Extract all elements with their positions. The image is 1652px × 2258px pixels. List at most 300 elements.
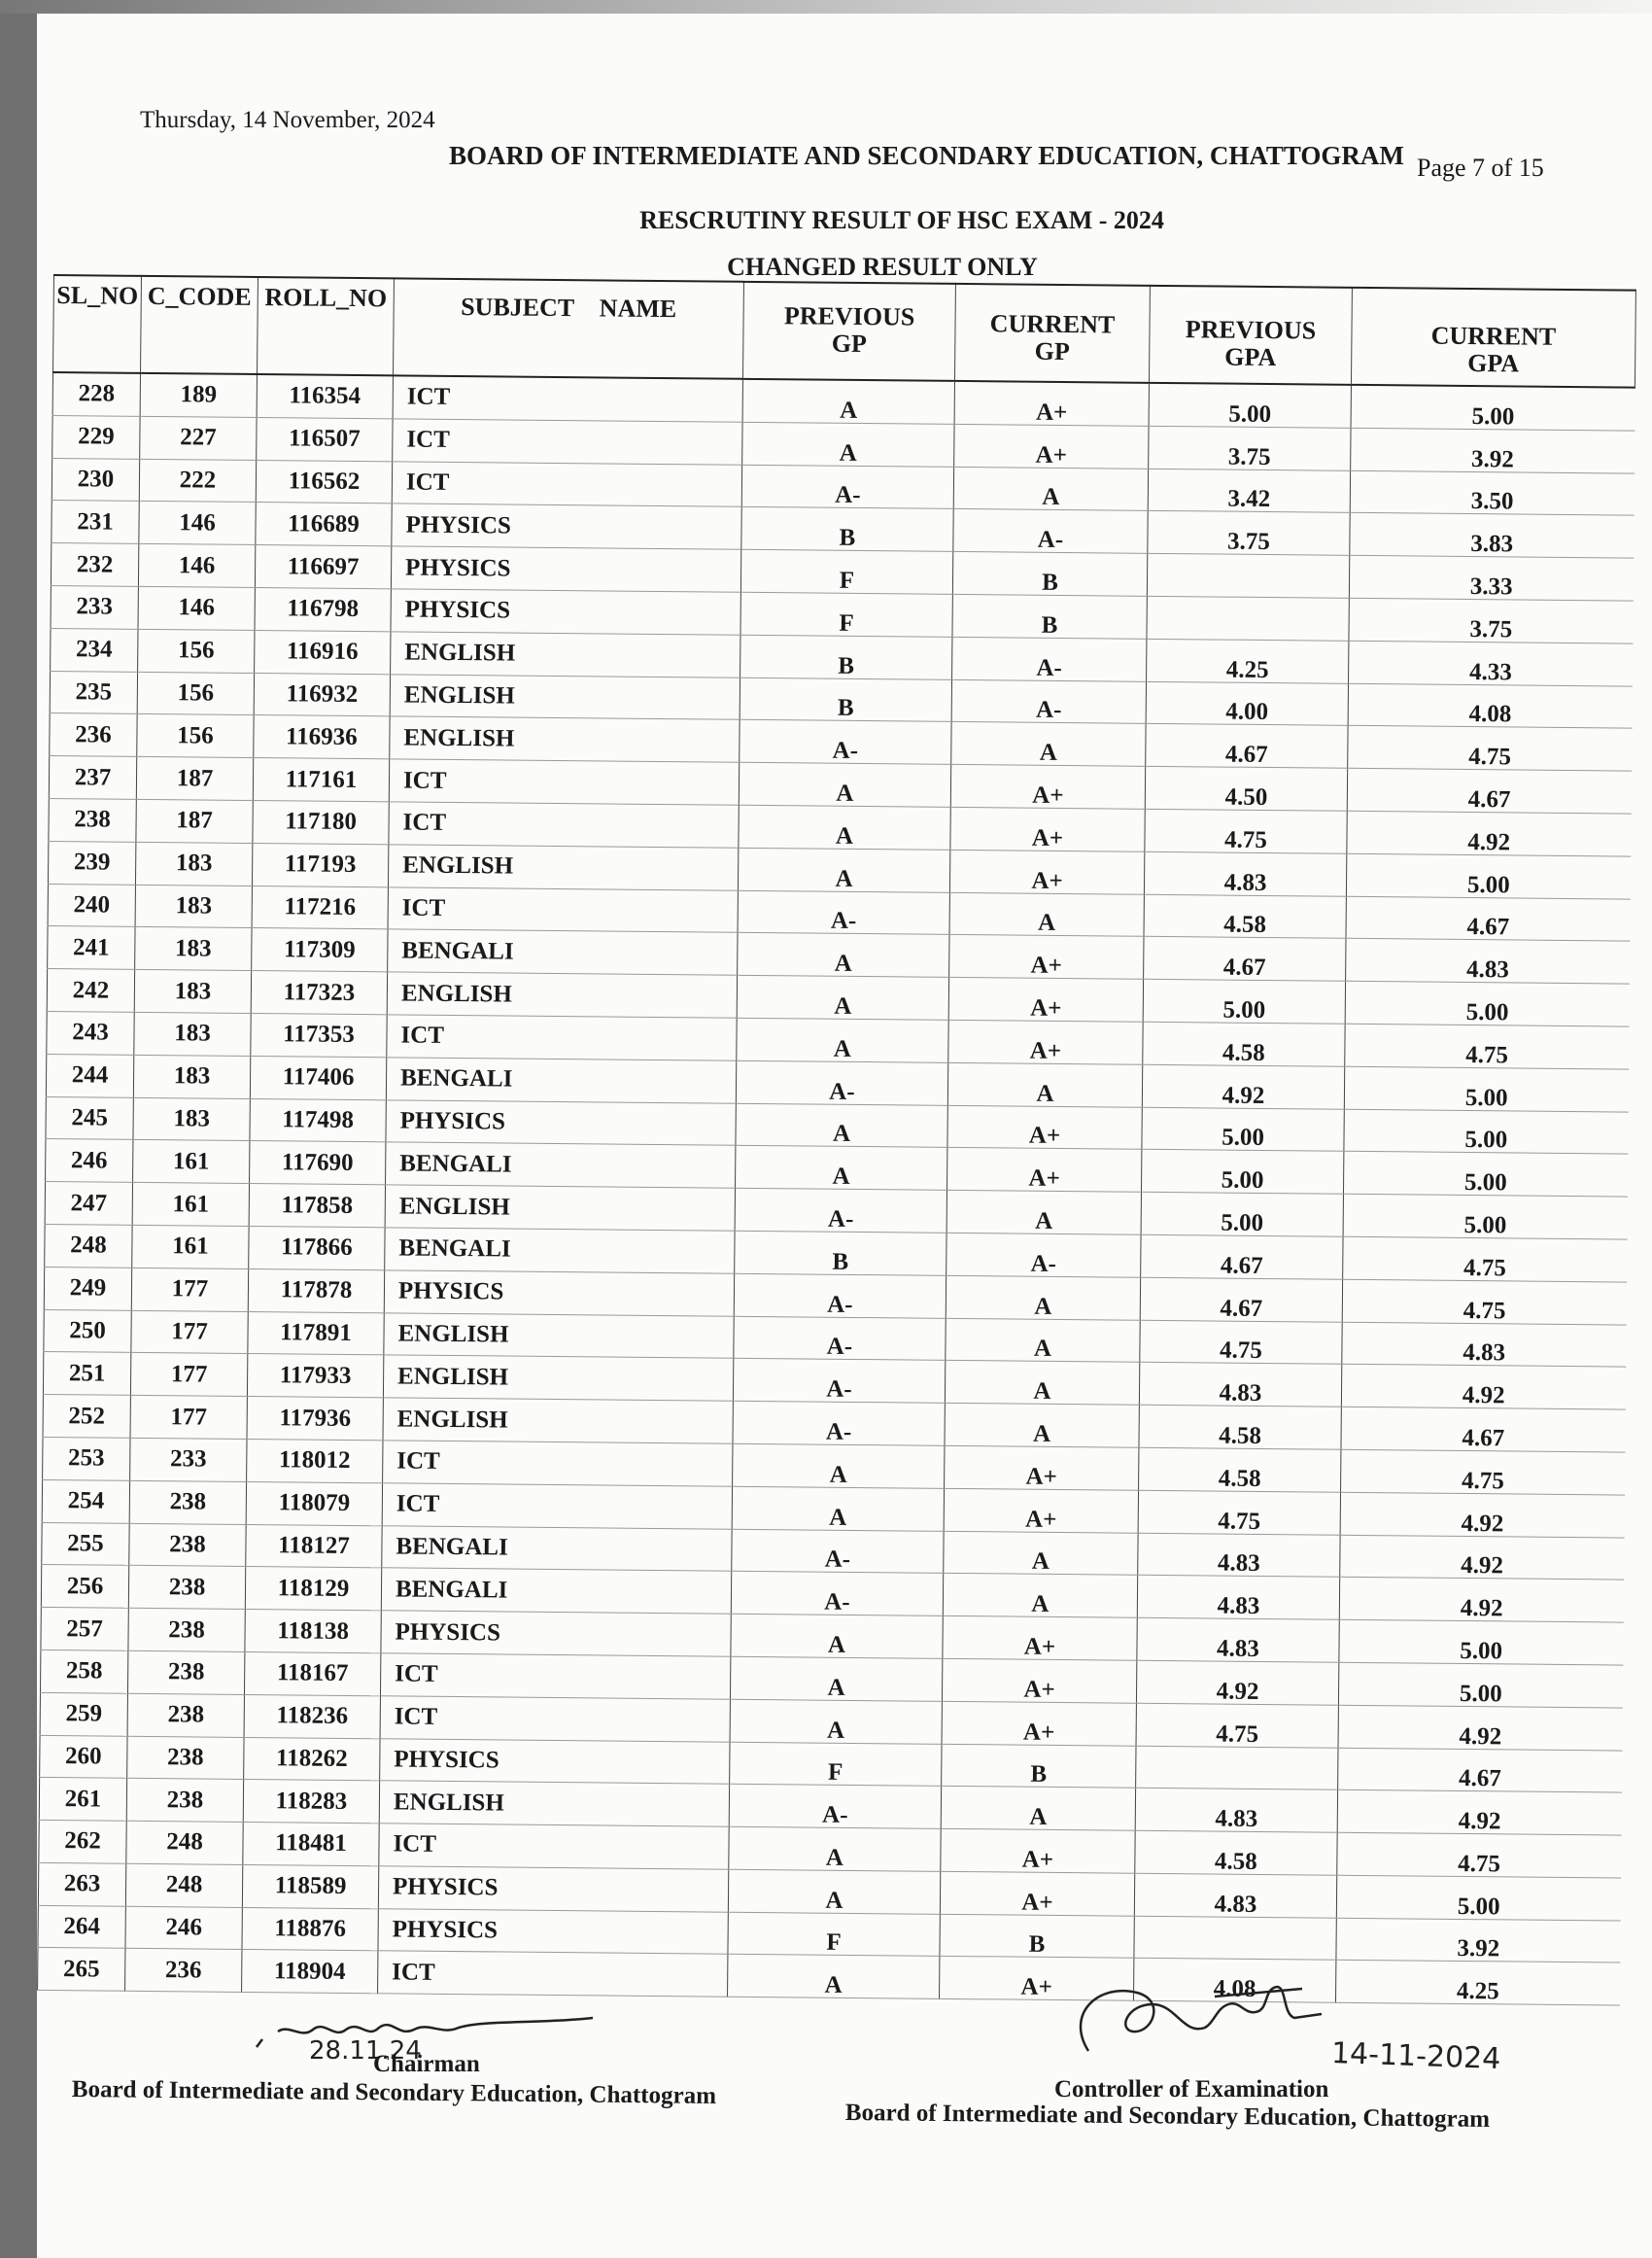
cell-c-code: 238 bbox=[127, 1693, 244, 1737]
cell-roll-no: 118876 bbox=[242, 1907, 378, 1951]
cell-current-gpa: 3.50 bbox=[1350, 470, 1634, 516]
cell-subject: ICT bbox=[393, 375, 742, 422]
cell-c-code: 246 bbox=[125, 1906, 242, 1950]
cell-c-code: 177 bbox=[130, 1353, 247, 1397]
cell-previous-gp: A bbox=[729, 1826, 941, 1871]
cell-previous-gp: B bbox=[740, 635, 952, 679]
cell-current-gpa: 3.92 bbox=[1351, 428, 1635, 473]
cell-subject: BENGALI bbox=[382, 1525, 732, 1571]
cell-subject: ENGLISH bbox=[379, 1781, 729, 1826]
cell-c-code: 146 bbox=[138, 544, 255, 588]
cell-current-gpa: 4.67 bbox=[1346, 896, 1630, 942]
cell-previous-gpa: 5.00 bbox=[1149, 383, 1351, 428]
page-number: Page 7 of 15 bbox=[1417, 154, 1544, 182]
cell-subject: ENGLISH bbox=[385, 1185, 735, 1231]
cell-subject: BENGALI bbox=[388, 929, 738, 975]
cell-sl-no: 241 bbox=[48, 926, 135, 970]
cell-previous-gp: A bbox=[736, 1146, 947, 1191]
cell-current-gpa: 5.00 bbox=[1346, 853, 1630, 899]
cell-previous-gp: A- bbox=[734, 1316, 946, 1361]
cell-sl-no: 242 bbox=[47, 969, 134, 1013]
cell-previous-gp: A bbox=[737, 975, 948, 1020]
cell-c-code: 238 bbox=[129, 1480, 246, 1524]
cell-sl-no: 260 bbox=[40, 1735, 127, 1779]
cell-current-gp: A bbox=[944, 1531, 1138, 1576]
cell-current-gpa: 3.75 bbox=[1349, 598, 1633, 643]
result-title: RESCRUTINY RESULT OF HSC EXAM - 2024 bbox=[639, 206, 1164, 234]
cell-current-gpa: 5.00 bbox=[1339, 1619, 1623, 1665]
cell-current-gpa: 4.75 bbox=[1342, 1279, 1626, 1325]
cell-subject: ICT bbox=[389, 759, 739, 805]
cell-previous-gpa: 4.92 bbox=[1142, 1064, 1344, 1109]
cell-previous-gpa: 4.50 bbox=[1145, 766, 1347, 811]
header-subject-name bbox=[394, 278, 744, 378]
cell-current-gpa: 4.83 bbox=[1346, 939, 1630, 985]
cell-previous-gp: A bbox=[732, 1486, 944, 1531]
cell-subject: ENGLISH bbox=[390, 716, 740, 762]
cell-current-gpa: 5.00 bbox=[1344, 1109, 1628, 1155]
cell-roll-no: 116798 bbox=[255, 587, 391, 631]
cell-subject: ENGLISH bbox=[383, 1398, 733, 1443]
cell-c-code: 238 bbox=[127, 1650, 244, 1694]
cell-roll-no: 118283 bbox=[243, 1780, 379, 1824]
cell-current-gp: A bbox=[947, 1062, 1142, 1107]
cell-sl-no: 233 bbox=[51, 585, 138, 629]
cell-subject: ENGLISH bbox=[391, 632, 740, 677]
cell-roll-no: 116562 bbox=[256, 460, 392, 504]
cell-sl-no: 262 bbox=[39, 1821, 126, 1864]
cell-c-code: 236 bbox=[125, 1949, 242, 1993]
cell-sl-no: 238 bbox=[49, 798, 136, 842]
table-header bbox=[53, 275, 1636, 388]
cell-previous-gp: B bbox=[741, 507, 953, 552]
cell-previous-gpa: 4.08 bbox=[1133, 1959, 1335, 2003]
cell-current-gp: A+ bbox=[945, 1445, 1139, 1490]
cell-subject: BENGALI bbox=[386, 1058, 736, 1103]
cell-roll-no: 116932 bbox=[254, 673, 390, 716]
cell-roll-no: 118167 bbox=[244, 1651, 380, 1695]
cell-sl-no: 258 bbox=[40, 1650, 127, 1693]
cell-c-code: 156 bbox=[138, 629, 255, 673]
cell-c-code: 177 bbox=[131, 1310, 248, 1354]
cell-current-gp: A bbox=[946, 1191, 1141, 1235]
chairman-title: Chairman bbox=[373, 2051, 480, 2077]
header-previous-gp-line2: GP bbox=[831, 329, 868, 359]
cell-sl-no: 264 bbox=[38, 1905, 125, 1949]
cell-subject: ICT bbox=[378, 1951, 728, 1997]
cell-roll-no: 116507 bbox=[257, 417, 393, 461]
cell-previous-gp: A- bbox=[733, 1401, 945, 1445]
cell-current-gpa: 5.00 bbox=[1343, 1152, 1627, 1198]
cell-previous-gp: A- bbox=[734, 1273, 946, 1318]
cell-c-code: 183 bbox=[133, 1055, 250, 1098]
cell-current-gpa: 4.83 bbox=[1342, 1322, 1626, 1368]
cell-previous-gp: A- bbox=[736, 1060, 947, 1105]
cell-previous-gpa: 5.00 bbox=[1142, 1107, 1344, 1152]
controller-signature bbox=[1069, 1975, 1341, 2063]
cell-current-gp: A+ bbox=[949, 850, 1144, 894]
cell-roll-no: 117216 bbox=[252, 886, 388, 929]
cell-roll-no: 117309 bbox=[252, 928, 388, 972]
cell-roll-no: 118481 bbox=[243, 1823, 379, 1866]
cell-c-code: 248 bbox=[125, 1863, 242, 1907]
cell-current-gpa: 4.67 bbox=[1338, 1748, 1622, 1793]
cell-roll-no: 117406 bbox=[250, 1056, 386, 1099]
cell-sl-no: 255 bbox=[42, 1522, 129, 1566]
cell-current-gp: A+ bbox=[947, 1105, 1142, 1150]
cell-sl-no: 248 bbox=[45, 1224, 132, 1268]
cell-previous-gpa: 4.58 bbox=[1135, 1830, 1337, 1875]
cell-current-gpa: 5.00 bbox=[1343, 1194, 1627, 1239]
cell-previous-gp: A- bbox=[740, 720, 951, 765]
cell-current-gp: A- bbox=[946, 1233, 1141, 1277]
controller-organization: Board of Intermediate and Secondary Education, Chattogram bbox=[844, 2100, 1491, 2133]
cell-current-gp: A bbox=[946, 1318, 1140, 1363]
cell-sl-no: 247 bbox=[45, 1182, 132, 1226]
cell-c-code: 146 bbox=[138, 586, 255, 630]
cell-c-code: 177 bbox=[131, 1268, 248, 1311]
cell-sl-no: 256 bbox=[41, 1565, 128, 1609]
cell-current-gpa: 4.92 bbox=[1340, 1492, 1624, 1538]
cell-roll-no: 118129 bbox=[245, 1567, 381, 1611]
cell-sl-no: 237 bbox=[49, 756, 136, 800]
board-title: BOARD OF INTERMEDIATE AND SECONDARY EDUCATION, CHATTOGRAM bbox=[449, 141, 1404, 170]
cell-c-code: 183 bbox=[134, 1012, 251, 1056]
cell-current-gp: A+ bbox=[954, 424, 1149, 469]
cell-current-gpa: 5.00 bbox=[1345, 981, 1629, 1026]
cell-subject: ENGLISH bbox=[390, 674, 740, 719]
cell-previous-gpa: 4.83 bbox=[1139, 1363, 1341, 1407]
cell-sl-no: 228 bbox=[52, 372, 140, 416]
cell-c-code: 161 bbox=[132, 1182, 249, 1226]
cell-sl-no: 254 bbox=[42, 1479, 129, 1523]
cell-previous-gp: A bbox=[728, 1869, 940, 1914]
cell-sl-no: 239 bbox=[48, 841, 135, 885]
cell-previous-gp: A bbox=[730, 1699, 942, 1744]
cell-subject: PHYSICS bbox=[381, 1611, 731, 1656]
cell-c-code: 238 bbox=[127, 1736, 244, 1780]
cell-previous-gp: A- bbox=[733, 1359, 945, 1404]
cell-current-gp: A+ bbox=[948, 978, 1143, 1023]
cell-c-code: 156 bbox=[137, 672, 254, 715]
cell-roll-no: 117690 bbox=[250, 1141, 386, 1185]
cell-previous-gpa: 5.00 bbox=[1141, 1150, 1343, 1195]
cell-current-gp: A- bbox=[951, 679, 1146, 724]
cell-previous-gpa bbox=[1134, 1916, 1336, 1961]
cell-previous-gp: A- bbox=[741, 465, 953, 509]
cell-subject: ICT bbox=[379, 1824, 729, 1869]
cell-current-gp: A bbox=[945, 1403, 1139, 1447]
cell-roll-no: 117353 bbox=[251, 1013, 387, 1057]
cell-c-code: 189 bbox=[140, 373, 257, 417]
cell-c-code: 233 bbox=[130, 1438, 247, 1481]
cell-previous-gpa bbox=[1136, 1746, 1338, 1790]
scan-shadow-left bbox=[0, 0, 37, 2258]
cell-previous-gp: B bbox=[735, 1231, 946, 1275]
cell-previous-gp: F bbox=[730, 1742, 942, 1787]
cell-previous-gpa: 4.83 bbox=[1137, 1617, 1339, 1662]
cell-current-gp: A bbox=[953, 467, 1148, 511]
cell-c-code: 183 bbox=[135, 842, 252, 886]
cell-roll-no: 117193 bbox=[252, 843, 388, 886]
cell-sl-no: 253 bbox=[43, 1437, 130, 1480]
cell-previous-gpa: 3.42 bbox=[1148, 469, 1350, 513]
cell-roll-no: 118262 bbox=[244, 1737, 380, 1781]
cell-previous-gp: A bbox=[742, 379, 954, 424]
cell-roll-no: 118012 bbox=[247, 1439, 383, 1482]
cell-subject: PHYSICS bbox=[391, 546, 740, 592]
cell-current-gpa: 4.92 bbox=[1341, 1365, 1625, 1410]
cell-previous-gpa: 4.83 bbox=[1134, 1873, 1336, 1918]
cell-previous-gp: A bbox=[739, 762, 950, 807]
result-subtitle: CHANGED RESULT ONLY bbox=[727, 253, 1038, 281]
table-body bbox=[38, 372, 1635, 2005]
header-current-gp-line2: GP bbox=[1034, 336, 1070, 366]
cell-previous-gpa: 4.83 bbox=[1138, 1533, 1340, 1578]
cell-sl-no: 251 bbox=[43, 1352, 130, 1396]
cell-subject: ENGLISH bbox=[384, 1312, 734, 1358]
cell-previous-gpa: 4.83 bbox=[1137, 1576, 1339, 1620]
cell-current-gp: B bbox=[942, 1744, 1136, 1789]
cell-current-gpa: 5.00 bbox=[1351, 385, 1635, 431]
cell-current-gp: B bbox=[952, 552, 1147, 597]
cell-previous-gp: A bbox=[730, 1656, 942, 1701]
cell-subject: PHYSICS bbox=[380, 1738, 730, 1784]
cell-previous-gpa: 4.75 bbox=[1136, 1703, 1338, 1748]
cell-current-gp: A bbox=[945, 1361, 1139, 1406]
cell-subject: BENGALI bbox=[385, 1228, 735, 1273]
cell-c-code: 238 bbox=[128, 1608, 245, 1651]
cell-current-gp: A+ bbox=[950, 807, 1145, 851]
cell-roll-no: 116354 bbox=[257, 374, 393, 419]
cell-current-gpa: 4.75 bbox=[1341, 1449, 1625, 1495]
cell-previous-gpa: 3.75 bbox=[1148, 511, 1350, 556]
cell-previous-gpa: 4.58 bbox=[1139, 1405, 1341, 1449]
header-previous-gpa-line2: GPA bbox=[1224, 342, 1277, 372]
cell-roll-no: 118079 bbox=[246, 1481, 382, 1525]
cell-current-gpa: 4.75 bbox=[1348, 726, 1632, 772]
cell-previous-gpa: 4.67 bbox=[1140, 1277, 1342, 1322]
cell-previous-gpa: 4.25 bbox=[1147, 639, 1349, 683]
cell-sl-no: 230 bbox=[52, 458, 139, 502]
cell-previous-gp: F bbox=[740, 592, 952, 637]
cell-sl-no: 261 bbox=[39, 1778, 126, 1822]
cell-current-gp: A+ bbox=[943, 1615, 1137, 1660]
cell-c-code: 227 bbox=[140, 416, 257, 460]
cell-roll-no: 117936 bbox=[247, 1397, 383, 1441]
cell-c-code: 146 bbox=[139, 502, 256, 545]
cell-previous-gp: A bbox=[736, 1103, 947, 1148]
cell-roll-no: 117161 bbox=[253, 758, 389, 802]
cell-sl-no: 257 bbox=[41, 1608, 128, 1651]
cell-previous-gp: A- bbox=[731, 1572, 943, 1616]
cell-current-gpa: 5.00 bbox=[1336, 1875, 1620, 1921]
cell-previous-gp: A- bbox=[735, 1188, 946, 1233]
cell-previous-gp: A- bbox=[738, 890, 949, 935]
cell-subject: ICT bbox=[380, 1696, 730, 1742]
cell-previous-gp: A- bbox=[729, 1785, 941, 1829]
cell-sl-no: 265 bbox=[38, 1948, 125, 1992]
cell-previous-gp: A bbox=[739, 805, 950, 850]
cell-subject: ENGLISH bbox=[388, 845, 738, 890]
cell-subject: PHYSICS bbox=[378, 1866, 728, 1912]
header-previous-gp bbox=[742, 282, 955, 381]
cell-previous-gp: A bbox=[742, 422, 954, 467]
cell-previous-gpa: 4.75 bbox=[1145, 809, 1347, 853]
cell-subject: PHYSICS bbox=[386, 1099, 736, 1145]
cell-previous-gpa: 5.00 bbox=[1143, 979, 1345, 1024]
cell-c-code: 238 bbox=[129, 1523, 246, 1567]
cell-subject: PHYSICS bbox=[391, 589, 740, 635]
cell-current-gp: A bbox=[951, 722, 1146, 767]
cell-current-gpa: 4.92 bbox=[1339, 1578, 1623, 1623]
cell-current-gpa: 4.92 bbox=[1338, 1705, 1622, 1751]
header-roll-no: ROLL_NO bbox=[258, 277, 395, 375]
cell-c-code: 183 bbox=[134, 969, 251, 1013]
cell-c-code: 187 bbox=[136, 757, 253, 801]
cell-c-code: 222 bbox=[139, 459, 256, 503]
cell-roll-no: 117498 bbox=[250, 1098, 386, 1142]
cell-sl-no: 263 bbox=[38, 1862, 125, 1906]
cell-roll-no: 117180 bbox=[253, 800, 389, 844]
cell-previous-gp: A- bbox=[732, 1529, 944, 1574]
cell-current-gp: A+ bbox=[949, 935, 1144, 980]
cell-current-gp: A+ bbox=[954, 381, 1149, 426]
cell-current-gp: A+ bbox=[940, 1957, 1134, 2001]
cell-roll-no: 116936 bbox=[254, 715, 390, 759]
cell-current-gp: B bbox=[952, 594, 1147, 639]
cell-c-code: 177 bbox=[130, 1395, 247, 1439]
header-subject-label: SUBJECT NAME bbox=[461, 293, 677, 324]
controller-signature-date: 14-11-2024 bbox=[1330, 2035, 1501, 2077]
cell-current-gp: A+ bbox=[946, 1148, 1141, 1193]
cell-sl-no: 250 bbox=[44, 1309, 131, 1353]
cell-subject: ICT bbox=[389, 802, 739, 848]
cell-c-code: 238 bbox=[128, 1566, 245, 1610]
cell-roll-no: 117323 bbox=[251, 971, 387, 1015]
cell-current-gpa: 3.92 bbox=[1336, 1918, 1620, 1963]
cell-current-gpa: 5.00 bbox=[1344, 1066, 1628, 1112]
cell-previous-gpa: 4.92 bbox=[1136, 1660, 1338, 1705]
results-table-wrapper bbox=[37, 274, 1635, 2006]
cell-roll-no: 117866 bbox=[249, 1226, 385, 1269]
cell-roll-no: 116697 bbox=[255, 545, 391, 589]
cell-subject: ICT bbox=[392, 461, 741, 506]
cell-current-gpa: 3.33 bbox=[1349, 556, 1633, 602]
cell-previous-gp: A bbox=[737, 1018, 948, 1062]
cell-sl-no: 236 bbox=[50, 713, 137, 757]
cell-sl-no: 252 bbox=[43, 1395, 130, 1439]
cell-c-code: 183 bbox=[135, 885, 252, 928]
cell-current-gp: B bbox=[940, 1914, 1134, 1959]
cell-roll-no: 118138 bbox=[245, 1610, 381, 1653]
cell-previous-gpa: 4.58 bbox=[1143, 1022, 1345, 1066]
cell-current-gp: A+ bbox=[942, 1658, 1136, 1703]
header-previous-gpa-line1: PREVIOUS bbox=[1185, 315, 1317, 345]
cell-subject: PHYSICS bbox=[378, 1908, 728, 1954]
cell-previous-gp: F bbox=[728, 1912, 940, 1957]
cell-sl-no: 235 bbox=[50, 671, 137, 714]
cell-current-gpa: 4.75 bbox=[1337, 1832, 1621, 1878]
cell-roll-no: 118904 bbox=[242, 1950, 378, 1994]
cell-subject: PHYSICS bbox=[392, 504, 741, 549]
cell-previous-gpa: 4.58 bbox=[1144, 894, 1346, 939]
cell-c-code: 183 bbox=[135, 927, 252, 971]
cell-previous-gpa: 4.67 bbox=[1144, 937, 1346, 982]
header-current-gp-line1: CURRENT bbox=[989, 309, 1116, 339]
cell-previous-gp: A bbox=[733, 1443, 945, 1488]
cell-sl-no: 246 bbox=[46, 1139, 133, 1183]
cell-roll-no: 117891 bbox=[248, 1311, 384, 1355]
cell-subject: ENGLISH bbox=[383, 1355, 733, 1401]
cell-current-gpa: 4.67 bbox=[1347, 768, 1631, 814]
cell-previous-gpa: 4.00 bbox=[1146, 681, 1348, 726]
header-current-gpa bbox=[1351, 288, 1635, 388]
cell-current-gpa: 4.33 bbox=[1349, 641, 1633, 686]
cell-subject: ICT bbox=[382, 1483, 732, 1529]
cell-current-gpa: 4.92 bbox=[1347, 811, 1631, 856]
header-current-gpa-line2: GPA bbox=[1467, 348, 1520, 378]
cell-current-gpa: 4.67 bbox=[1341, 1407, 1625, 1452]
cell-subject: ICT bbox=[388, 886, 738, 932]
cell-roll-no: 116916 bbox=[255, 630, 391, 674]
cell-sl-no: 243 bbox=[47, 1011, 134, 1055]
cell-subject: BENGALI bbox=[381, 1568, 731, 1614]
cell-roll-no: 117933 bbox=[247, 1354, 383, 1398]
cell-roll-no: 117878 bbox=[248, 1268, 384, 1312]
cell-current-gpa: 3.83 bbox=[1350, 513, 1634, 559]
cell-c-code: 156 bbox=[137, 714, 254, 758]
cell-previous-gpa: 4.83 bbox=[1144, 851, 1346, 896]
cell-current-gp: A+ bbox=[942, 1701, 1136, 1746]
cell-current-gp: A+ bbox=[948, 1020, 1143, 1064]
cell-subject: ICT bbox=[393, 419, 742, 465]
cell-roll-no: 116689 bbox=[256, 503, 392, 546]
cell-subject: ICT bbox=[380, 1653, 730, 1699]
cell-current-gp: A bbox=[943, 1574, 1137, 1618]
header-sl-no: SL_NO bbox=[53, 275, 142, 373]
cell-current-gpa: 4.75 bbox=[1343, 1236, 1627, 1282]
cell-previous-gpa: 4.75 bbox=[1140, 1320, 1342, 1365]
cell-current-gpa: 4.92 bbox=[1337, 1790, 1621, 1836]
header-current-gpa-line1: CURRENT bbox=[1430, 321, 1557, 351]
cell-sl-no: 245 bbox=[46, 1096, 133, 1140]
cell-current-gp: A+ bbox=[944, 1488, 1138, 1533]
cell-subject: BENGALI bbox=[386, 1142, 736, 1188]
cell-subject: ENGLISH bbox=[387, 972, 737, 1018]
cell-sl-no: 234 bbox=[51, 628, 138, 672]
cell-current-gpa: 5.00 bbox=[1338, 1662, 1622, 1708]
cell-previous-gpa: 4.58 bbox=[1139, 1447, 1341, 1492]
cell-c-code: 183 bbox=[133, 1097, 250, 1141]
cell-previous-gpa: 4.83 bbox=[1135, 1789, 1337, 1833]
cell-previous-gpa: 4.67 bbox=[1146, 724, 1348, 769]
cell-current-gp: A bbox=[941, 1787, 1135, 1831]
cell-previous-gpa: 4.67 bbox=[1141, 1234, 1343, 1279]
cell-subject: PHYSICS bbox=[384, 1270, 734, 1316]
cell-c-code: 161 bbox=[133, 1140, 250, 1184]
header-c-code: C_CODE bbox=[141, 276, 258, 374]
cell-previous-gp: F bbox=[740, 549, 952, 594]
cell-current-gpa: 4.25 bbox=[1335, 1961, 1619, 2006]
cell-current-gp: A- bbox=[953, 509, 1148, 554]
cell-c-code: 248 bbox=[126, 1821, 243, 1864]
header-current-gp bbox=[954, 284, 1150, 383]
cell-current-gpa: 4.75 bbox=[1345, 1024, 1629, 1069]
cell-current-gp: A+ bbox=[950, 765, 1145, 810]
cell-current-gp: A+ bbox=[940, 1871, 1134, 1916]
chairman-organization: Board of Intermediate and Secondary Education, Chattogram bbox=[71, 2076, 717, 2109]
